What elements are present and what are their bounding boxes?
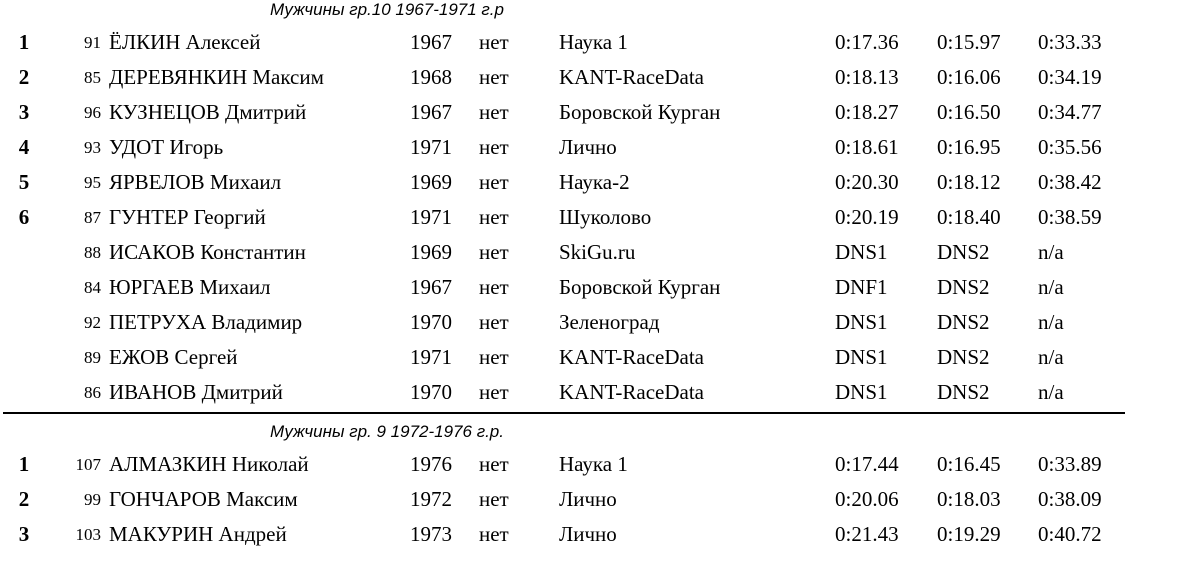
table-row	[0, 60, 1200, 95]
athlete-name: ИВАНОВ Дмитрий	[109, 380, 283, 404]
run2-time: 0:15.97	[937, 30, 1001, 54]
birth-year: 1971	[410, 205, 452, 229]
total-time: 0:33.33	[1038, 30, 1102, 54]
team-name: Наука 1	[559, 30, 628, 54]
table-row	[0, 305, 1200, 340]
run2-time: 0:18.40	[937, 205, 1001, 229]
run2-time: 0:18.03	[937, 487, 1001, 511]
total-time: 0:33.89	[1038, 452, 1102, 476]
athlete-name: ИСАКОВ Константин	[109, 240, 306, 264]
run1-time: 0:18.13	[835, 65, 899, 89]
section-divider	[3, 412, 1125, 414]
athlete-name: ЮРГАЕВ Михаил	[109, 275, 271, 299]
table-row	[0, 270, 1200, 305]
athlete-name: МАКУРИН Андрей	[109, 522, 287, 546]
place-cell: 6	[18, 205, 30, 229]
bib-number: 87	[84, 208, 101, 227]
championship-flag: нет	[479, 170, 509, 194]
team-name: Боровской Курган	[559, 100, 721, 124]
bib-number: 99	[84, 490, 101, 509]
run1-time: 0:18.61	[835, 135, 899, 159]
team-name: KANT-RaceData	[559, 345, 705, 369]
birth-year: 1970	[410, 310, 452, 334]
place-cell: 1	[18, 452, 30, 476]
place-cell: 5	[18, 170, 30, 194]
team-name: Зеленоград	[559, 310, 660, 334]
place-cell: 3	[18, 522, 30, 546]
athlete-name: ДЕРЕВЯНКИН Максим	[109, 65, 324, 89]
total-time: 0:38.42	[1038, 170, 1102, 194]
athlete-name: ГОНЧАРОВ Максим	[109, 487, 298, 511]
run2-time: DNS2	[937, 240, 990, 264]
total-time: 0:40.72	[1038, 522, 1102, 546]
run1-time: 0:17.36	[835, 30, 899, 54]
championship-flag: нет	[479, 275, 509, 299]
run1-time: DNS1	[835, 380, 888, 404]
table-row	[0, 375, 1200, 410]
birth-year: 1967	[410, 100, 452, 124]
championship-flag: нет	[479, 135, 509, 159]
birth-year: 1970	[410, 380, 452, 404]
bib-number: 91	[84, 33, 101, 52]
run2-time: DNS2	[937, 345, 990, 369]
table-row	[0, 95, 1200, 130]
table-row	[0, 165, 1200, 200]
athlete-name: КУЗНЕЦОВ Дмитрий	[109, 100, 307, 124]
championship-flag: нет	[479, 205, 509, 229]
run2-time: 0:19.29	[937, 522, 1001, 546]
total-time: n/a	[1038, 275, 1064, 299]
total-time: 0:38.59	[1038, 205, 1102, 229]
championship-flag: нет	[479, 345, 509, 369]
group-heading: Мужчины гр.10 1967-1971 г.р	[270, 0, 504, 19]
table-row	[0, 130, 1200, 165]
run1-time: 0:17.44	[835, 452, 899, 476]
athlete-name: ЁЛКИН Алексей	[109, 30, 261, 54]
run1-time: 0:21.43	[835, 522, 899, 546]
run2-time: DNS2	[937, 275, 990, 299]
team-name: KANT-RaceData	[559, 380, 705, 404]
run1-time: DNS1	[835, 310, 888, 334]
table-row	[0, 340, 1200, 375]
championship-flag: нет	[479, 240, 509, 264]
birth-year: 1972	[410, 487, 452, 511]
total-time: 0:38.09	[1038, 487, 1102, 511]
place-cell: 3	[18, 100, 30, 124]
athlete-name: ЕЖОВ Сергей	[109, 345, 238, 369]
run1-time: 0:18.27	[835, 100, 899, 124]
athlete-name: ЯРВЕЛОВ Михаил	[109, 170, 282, 194]
run1-time: DNF1	[835, 275, 888, 299]
athlete-name: УДОТ Игорь	[109, 135, 224, 159]
run1-time: 0:20.19	[835, 205, 899, 229]
birth-year: 1967	[410, 30, 452, 54]
table-row	[0, 235, 1200, 270]
bib-number: 93	[84, 138, 101, 157]
bib-number: 103	[75, 525, 101, 544]
run2-time: DNS2	[937, 310, 990, 334]
team-name: Наука-2	[559, 170, 630, 194]
championship-flag: нет	[479, 310, 509, 334]
run2-time: 0:16.50	[937, 100, 1001, 124]
bib-number: 92	[84, 313, 101, 332]
bib-number: 85	[84, 68, 101, 87]
bib-number: 86	[84, 383, 101, 402]
team-name: SkiGu.ru	[559, 240, 636, 264]
team-name: Боровской Курган	[559, 275, 721, 299]
table-row	[0, 200, 1200, 235]
bib-number: 84	[84, 278, 101, 297]
run1-time: 0:20.06	[835, 487, 899, 511]
birth-year: 1967	[410, 275, 452, 299]
bib-number: 96	[84, 103, 101, 122]
total-time: n/a	[1038, 345, 1064, 369]
place-cell: 1	[18, 30, 30, 54]
bib-number: 107	[75, 455, 101, 474]
athlete-name: АЛМАЗКИН Николай	[109, 452, 309, 476]
place-cell: 4	[18, 135, 30, 159]
team-name: KANT-RaceData	[559, 65, 705, 89]
group-heading: Мужчины гр. 9 1972-1976 г.р.	[270, 422, 504, 441]
team-name: Шуколово	[559, 205, 652, 229]
birth-year: 1969	[410, 170, 452, 194]
birth-year: 1973	[410, 522, 452, 546]
championship-flag: нет	[479, 65, 509, 89]
table-row	[0, 517, 1200, 552]
total-time: n/a	[1038, 310, 1064, 334]
team-name: Лично	[559, 135, 617, 159]
birth-year: 1976	[410, 452, 452, 476]
championship-flag: нет	[479, 522, 509, 546]
birth-year: 1971	[410, 135, 452, 159]
championship-flag: нет	[479, 30, 509, 54]
championship-flag: нет	[479, 380, 509, 404]
table-row	[0, 482, 1200, 517]
bib-number: 95	[84, 173, 101, 192]
run2-time: 0:18.12	[937, 170, 1001, 194]
bib-number: 88	[84, 243, 101, 262]
team-name: Лично	[559, 522, 617, 546]
total-time: n/a	[1038, 240, 1064, 264]
birth-year: 1969	[410, 240, 452, 264]
run2-time: DNS2	[937, 380, 990, 404]
team-name: Наука 1	[559, 452, 628, 476]
total-time: 0:34.19	[1038, 65, 1102, 89]
table-row	[0, 447, 1200, 482]
total-time: n/a	[1038, 380, 1064, 404]
birth-year: 1968	[410, 65, 452, 89]
table-row	[0, 25, 1200, 60]
bib-number: 89	[84, 348, 101, 367]
championship-flag: нет	[479, 487, 509, 511]
total-time: 0:34.77	[1038, 100, 1102, 124]
team-name: Лично	[559, 487, 617, 511]
athlete-name: ПЕТРУХА Владимир	[109, 310, 303, 334]
championship-flag: нет	[479, 452, 509, 476]
run2-time: 0:16.06	[937, 65, 1001, 89]
birth-year: 1971	[410, 345, 452, 369]
championship-flag: нет	[479, 100, 509, 124]
run1-time: DNS1	[835, 240, 888, 264]
run1-time: 0:20.30	[835, 170, 899, 194]
place-cell: 2	[18, 65, 30, 89]
run1-time: DNS1	[835, 345, 888, 369]
place-cell: 2	[18, 487, 30, 511]
athlete-name: ГУНТЕР Георгий	[109, 205, 266, 229]
total-time: 0:35.56	[1038, 135, 1102, 159]
run2-time: 0:16.95	[937, 135, 1001, 159]
run2-time: 0:16.45	[937, 452, 1001, 476]
